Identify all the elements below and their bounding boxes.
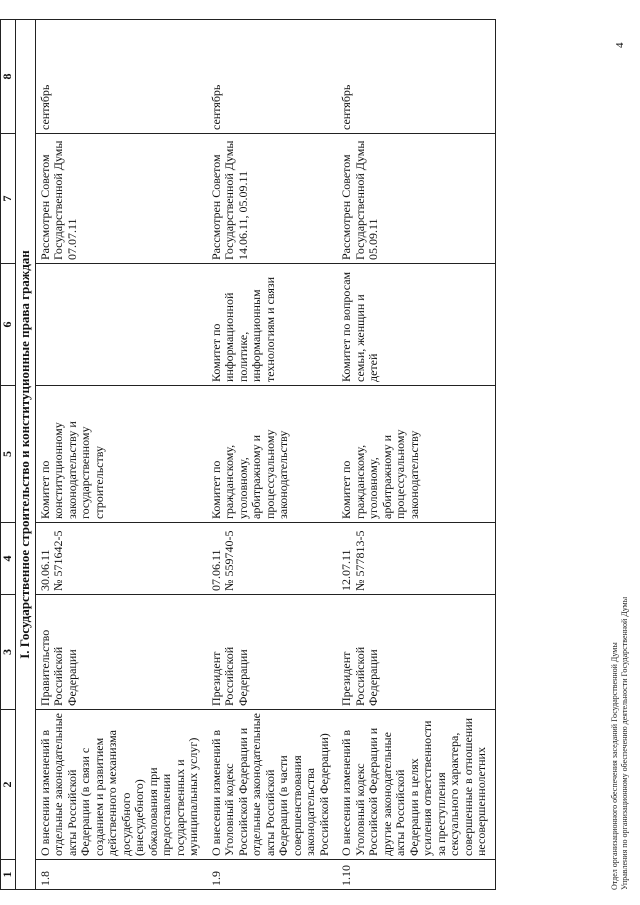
bill-initiator: Правительство Российской Федерации bbox=[35, 595, 207, 710]
bill-date-reg bbox=[35, 523, 207, 595]
bill-title: О внесении изменений в Уголовный кодекс Российской Федерации и отдельные законодательные акты Российской Федерации (в части совершенствования законодательства Российской Федерации) bbox=[207, 710, 338, 860]
column-number: 3 bbox=[1, 595, 16, 710]
footer-line: Отдел организационного обеспечения заседаний Государственной Думы bbox=[610, 642, 619, 890]
bill-status: Рассмотрен Советом Государственной Думы 07.07.11 bbox=[35, 134, 207, 264]
bill-date: 30.06.11 bbox=[37, 549, 52, 591]
co-committee: Комитет по информационной политике, информационным технологиям и связи bbox=[207, 264, 338, 386]
column-number: 8 bbox=[1, 20, 16, 134]
bill-date-reg bbox=[207, 523, 338, 595]
bill-date-reg bbox=[337, 523, 495, 595]
column-number: 1 bbox=[1, 860, 16, 890]
co-committee: Комитет по вопросам семьи, женщин и детей bbox=[337, 264, 495, 386]
table-row bbox=[207, 20, 338, 890]
rotated-document-page bbox=[0, 20, 640, 890]
planned-month: сентябрь bbox=[207, 20, 338, 134]
column-number: 7 bbox=[1, 134, 16, 264]
bill-reg-number: № 571642-5 bbox=[51, 530, 65, 591]
column-number: 6 bbox=[1, 264, 16, 386]
bill-reg-number: № 577813-5 bbox=[352, 530, 367, 591]
bill-initiator: Президент Российской Федерации bbox=[207, 595, 338, 710]
legislation-table bbox=[0, 19, 496, 890]
bill-reg-number: № 559740-5 bbox=[222, 530, 236, 591]
bill-status: Рассмотрен Советом Государственной Думы 14.06.11, 05.09.11 bbox=[207, 134, 338, 264]
row-number: 1.8 bbox=[35, 860, 207, 890]
page-number: 4 bbox=[614, 42, 626, 48]
responsible-committee: Комитет по гражданскому, уголовному, арбитражному и процессуальному законодательству bbox=[207, 386, 338, 523]
responsible-committee: Комитет по гражданскому, уголовному, арбитражному и процессуальному законодательству bbox=[337, 386, 495, 523]
section-header-row bbox=[16, 20, 36, 890]
section-title: I. Государственное строительство и конституционные права граждан bbox=[16, 20, 36, 890]
bill-title: О внесении изменений в отдельные законодательные акты Российской Федерации (в связи с созданием и развитием действенного механизма досудебного (внесудебного) обжалования при предоставлении государственных и муниципальных услуг) bbox=[35, 710, 207, 860]
column-number-row bbox=[1, 20, 16, 890]
planned-month: сентябрь bbox=[337, 20, 495, 134]
responsible-committee: Комитет по конституционному законодательству и государственному строительству bbox=[35, 386, 207, 523]
co-committee bbox=[35, 264, 207, 386]
bill-date: 12.07.11 bbox=[339, 549, 353, 591]
row-number: 1.9 bbox=[207, 860, 338, 890]
footer-line: Управления по организационному обеспечению деятельности Государственной Думы bbox=[620, 596, 629, 890]
bill-date: 07.06.11 bbox=[208, 549, 223, 591]
row-number: 1.10 bbox=[337, 860, 495, 890]
column-number: 5 bbox=[1, 386, 16, 523]
bill-initiator: Президент Российской Федерации bbox=[337, 595, 495, 710]
planned-month: сентябрь bbox=[35, 20, 207, 134]
table-row bbox=[337, 20, 495, 890]
table-row bbox=[35, 20, 207, 890]
column-number: 4 bbox=[1, 523, 16, 595]
page-footer bbox=[610, 330, 630, 890]
bill-status: Рассмотрен Советом Государственной Думы 05.09.11 bbox=[337, 134, 495, 264]
column-number: 2 bbox=[1, 710, 16, 860]
bill-title: О внесении изменений в Уголовный кодекс Российской Федерации и другие законодательные акты Российской Федерации в целях усиления ответственности за преступления сексуального характера, совершенные в отношении несовершеннолетних bbox=[337, 710, 495, 860]
